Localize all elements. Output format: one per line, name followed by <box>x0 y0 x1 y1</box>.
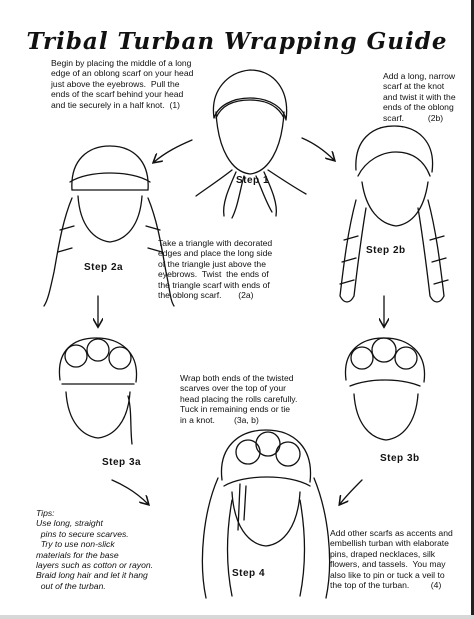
arrow-icon <box>340 480 362 504</box>
step3b-head-illustration <box>345 338 424 440</box>
step4-label: Step 4 <box>232 568 266 579</box>
step2a-head-illustration <box>44 146 174 306</box>
step2b-label: Step 2b <box>366 245 406 256</box>
bottom-border <box>0 615 474 619</box>
step2b-instructions: Add a long, narrow scarf at the knot and twist it with the ends of the oblong scarf. (2b) <box>383 71 456 123</box>
step2a-label: Step 2a <box>84 262 124 273</box>
step3b-label: Step 3b <box>380 453 420 464</box>
arrow-icon <box>154 140 192 162</box>
step3a-head-illustration <box>59 338 136 444</box>
step1-head-illustration <box>196 70 306 218</box>
step2a-instructions: Take a triangle with decorated edges and place the long side of the triangle just above the eyebrows. Twist the ends of the triangle scarf with ends of the oblong scarf. (2a) <box>158 238 273 301</box>
step1-label: Step 1 <box>236 175 270 186</box>
arrow-icon <box>302 138 334 160</box>
arrow-icon <box>112 480 148 504</box>
step2b-head-illustration <box>340 126 448 302</box>
step1-instructions: Begin by placing the middle of a long edge of an oblong scarf on your head just above the eyebrows. Pull the ends of the scarf behind your head and tie securely in a half knot. (1) <box>51 58 194 110</box>
step4-instructions: Add other scarfs as accents and embellish turban with elaborate pins, draped necklaces, silk flowers, and tassels. You may also like to pin or tuck a veil to the top of the turban. (4) <box>330 528 453 591</box>
tips-section: Tips: Use long, straight pins to secure scarves. Try to use non-slick materials for the base layers such as cotton or rayon. Braid long hair and let it hang out of the turban. <box>36 508 154 591</box>
page-title: Tribal Turban Wrapping Guide <box>26 28 448 55</box>
step3-instructions: Wrap both ends of the twisted scarves over the top of your head placing the rolls carefully. Tuck in remaining ends or tie in a knot. (3a, b) <box>180 373 298 425</box>
step3a-label: Step 3a <box>102 457 142 468</box>
step4-head-illustration <box>202 430 329 598</box>
